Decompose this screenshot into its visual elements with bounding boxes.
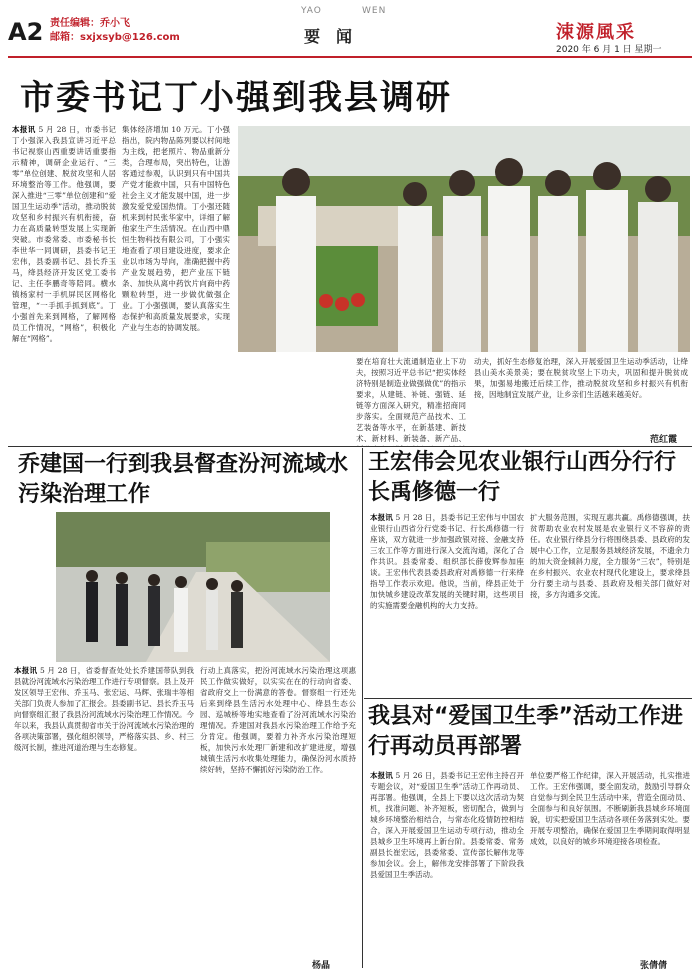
editor-info	[50, 17, 180, 45]
article1-column-1	[12, 124, 116, 446]
article4-byline: 张倩倩	[640, 961, 668, 971]
newspaper-name: 涑源風采	[556, 22, 636, 43]
page-number: A2	[8, 18, 44, 46]
article2-byline: 杨晶	[312, 961, 331, 971]
section-pinyin-right: WEN	[362, 6, 387, 16]
article4-headline: 我县对“爱国卫生季”活动工作进行再动员再部署	[368, 704, 683, 759]
article1-text-1: 5 月 28 日，市委书记丁小强深入我县宣讲习近平总书记视察山西重要讲话重要指示精神，调研企业运行、“三零”单位创建、脱贫攻坚和人居环境整治等工作。他强调，要深入推进“三零”单位创建和“爱国卫生运动季”活动，推动脱贫攻坚和乡村振兴有机衔接，奋力在高质量转型发展上实现新突破。市委常委、市委秘书长李世华一同调研，县委书记王宏伟，县委副书记、县长乔玉马，绛县经济开发区党工委书记、主任李鹏奇等陪同。横水镇杨家村一手机屏民区网格化管理，“一手抓手抓到底”。丁小强首先来到网格，了解网格员工作情况，“网格”，积极化解在“网格”。	[12, 125, 116, 343]
editor-email: 邮箱：sxjxsyb@126.com	[50, 32, 180, 43]
article1-column-3: 要在培育壮大流通制造业上下功夫，按照习近平总书记“把实体经济特别是制造业做强做优”的指示要求，从建链、补链、强链、延链等方面深入研究，精准招商同步落实。全面规范产品技术、工艺装备等水平，在新基建、新技术、新材料、新装备、新产品、	[356, 357, 466, 443]
article3-dateline: 本报讯	[370, 513, 393, 522]
article2-headline: 乔建国一行到我县督查汾河流域水污染治理工作	[18, 452, 349, 507]
lead-headline: 市委书记丁小强到我县调研	[20, 78, 452, 118]
article4-column-1	[370, 770, 524, 968]
column-divider	[362, 448, 363, 968]
article1-dateline: 本报讯	[12, 125, 36, 134]
article2-photo	[56, 512, 330, 662]
article2-photo-image	[56, 512, 330, 662]
article3-text-1: 5 月 28 日，县委书记王宏伟与中国农业银行山西省分行党委书记、行长禹修德一行座谈，双方就进一步加强政银对接、金融支持三农工作等方面进行深入交流沟通，深化了合作共识。县委常委、组织部长薛俊辉参加座谈。王宏伟代表县委县政府对禹修德一行来绛指导工作表示欢迎。他说，当前，绛县正处于加快城乡建设改革发展的关键时期，这些项目的实施需要金融机构的大力支持。	[370, 513, 524, 610]
article1-column-2: 集体经济增加 10 万元。丁小强指出，院内物品陈列要以村间地为主线，把老照片、物品重新分类，合理布局，突出特色，让游客通过参观，认识到只有中国共产党才能救中国，只有中国特色社会主义才能发展中国，进一步激发爱党爱国热情。丁小强还随机来到村民张华家中，详细了解他家生产生活情况。在山西中鼎恒生物科技有限公司，丁小强实地查看了项目建设进度，要求企业以市场为导向，准确把握中药产业发展趋势，把产业压下链条、加快从离中药饮片向商中药颗粒转型，进一步做优做强企业。丁小强强调，要认真落实生态保护和高质量发展要求，实现产业与生态的协调发展。	[122, 125, 230, 332]
section-divider	[8, 446, 692, 447]
article4-dateline: 本报讯	[370, 771, 393, 780]
section-title: 要闻	[304, 27, 369, 46]
article2-column-2: 行动上真落实，把汾河流域水污染治理这项惠民工作做实做好，以实实在在的行动向省委、省政府交上一份满意的答卷。督察组一行还先后来到绛县生活污水处理中心、绛县生态公园、巡城桥等地实地查看了汾河流域水污染治理情况。乔建国对我县水污染治理工作给予充分肯定。他强调，要着力补齐水污染治理短板，加快污水处理厂新建和改扩建进度，增强城镇生活污水收集处理能力，确保汾河水质持续好转，坚持不懈抓好污染防治工作。	[200, 666, 356, 774]
article3-divider	[364, 698, 692, 699]
article1-column-4: 动夫，抓好生态修复治理，深入开展爱国卫生运动季活动，让绛县山美水美景美；要在脱贫攻坚上下功夫，巩固和提升脱贫成果，加强易地搬迁后续工作，推动脱贫攻坚和乡村振兴有机衔接，因地制宜发展产业，让乡亲们生活越来越美好。	[474, 357, 688, 399]
article2-dateline: 本报讯	[14, 666, 38, 675]
section-pinyin-left: YAO	[301, 6, 322, 16]
editor-name: 责任编辑：乔小飞	[50, 18, 130, 29]
article1-byline: 范红霞	[650, 435, 678, 445]
article4-column-2: 单位要严格工作纪律，深入开展活动，扎实推进工作。王宏伟强调，要全面发动，鼓励引导群众自觉参与到全民卫生活动中来，营造全面动员、全面参与和良好氛围。不断刷新我县城乡环境面貌，切实把爱国卫生活动各项任务落到实处。要开展专项整治，确保在爱国卫生季期间取得明显成效，以良好的城乡环境迎接各项检查。	[530, 771, 690, 846]
article2-text-1: 5 月 28 日，省委督查处处长乔建国带队到我县就汾河流域水污染治理工作进行专项督察。县上及开发区领导王宏伟、乔玉马、张宏运、马辉、张瑞丰等相关部门负责人参加了汇报会。县委副书记、县长乔玉马向督察组汇报了我县汾河流域水污染治理工作情况。今年以来，我县认真贯彻省市关于汾河流域水污染治理的各项决策部署，强化组织领导，严格落实县、乡、村三级河长制，推进河道治理与生态修复。	[14, 666, 194, 752]
lead-photo-image	[238, 126, 690, 352]
article3-column-1	[370, 512, 524, 696]
article2-column-1	[14, 665, 194, 965]
article3-column-2: 扩大服务范围，实现互惠共赢。禹修德强调，扶贫帮助农业农村发展是农业银行义不容辞的责任。农业银行绛县分行将围绕县委、县政府的发展中心工作，立足服务县域经济发展，不遗余力的加大资金倾斜力度，全力服务“三农”，特别是在乡村振兴、农业农村现代化建设上，要求绛县分行要主动与县委、县政府及相关部门做好对接，多方沟通多交流。	[530, 513, 690, 599]
lead-photo	[238, 126, 690, 352]
issue-date: 2020 年 6 月 1 日 星期一	[556, 45, 662, 55]
article4-text-1: 5 月 26 日，县委书记王宏伟主持召开专题会议，对“爱国卫生季”活动工作再动员、再部署。他强调，全县上下要以这次活动为契机，找准问题、补齐短板，密切配合，做到与城乡环境整治相结合，与常态化疫情防控相结合，深入开展爱国卫生运动专项行动，推动全县城乡卫生环境再上新台阶。县委常委、常务副县长崔宏远，县委常委、宣传部长解伟龙等参加会议。会上，解伟龙安排部署了下阶段我县爱国卫生季活动。	[370, 771, 524, 879]
article3-headline: 王宏伟会见农业银行山西分行行长禹修德一行	[368, 450, 677, 505]
header-rule	[8, 56, 692, 58]
